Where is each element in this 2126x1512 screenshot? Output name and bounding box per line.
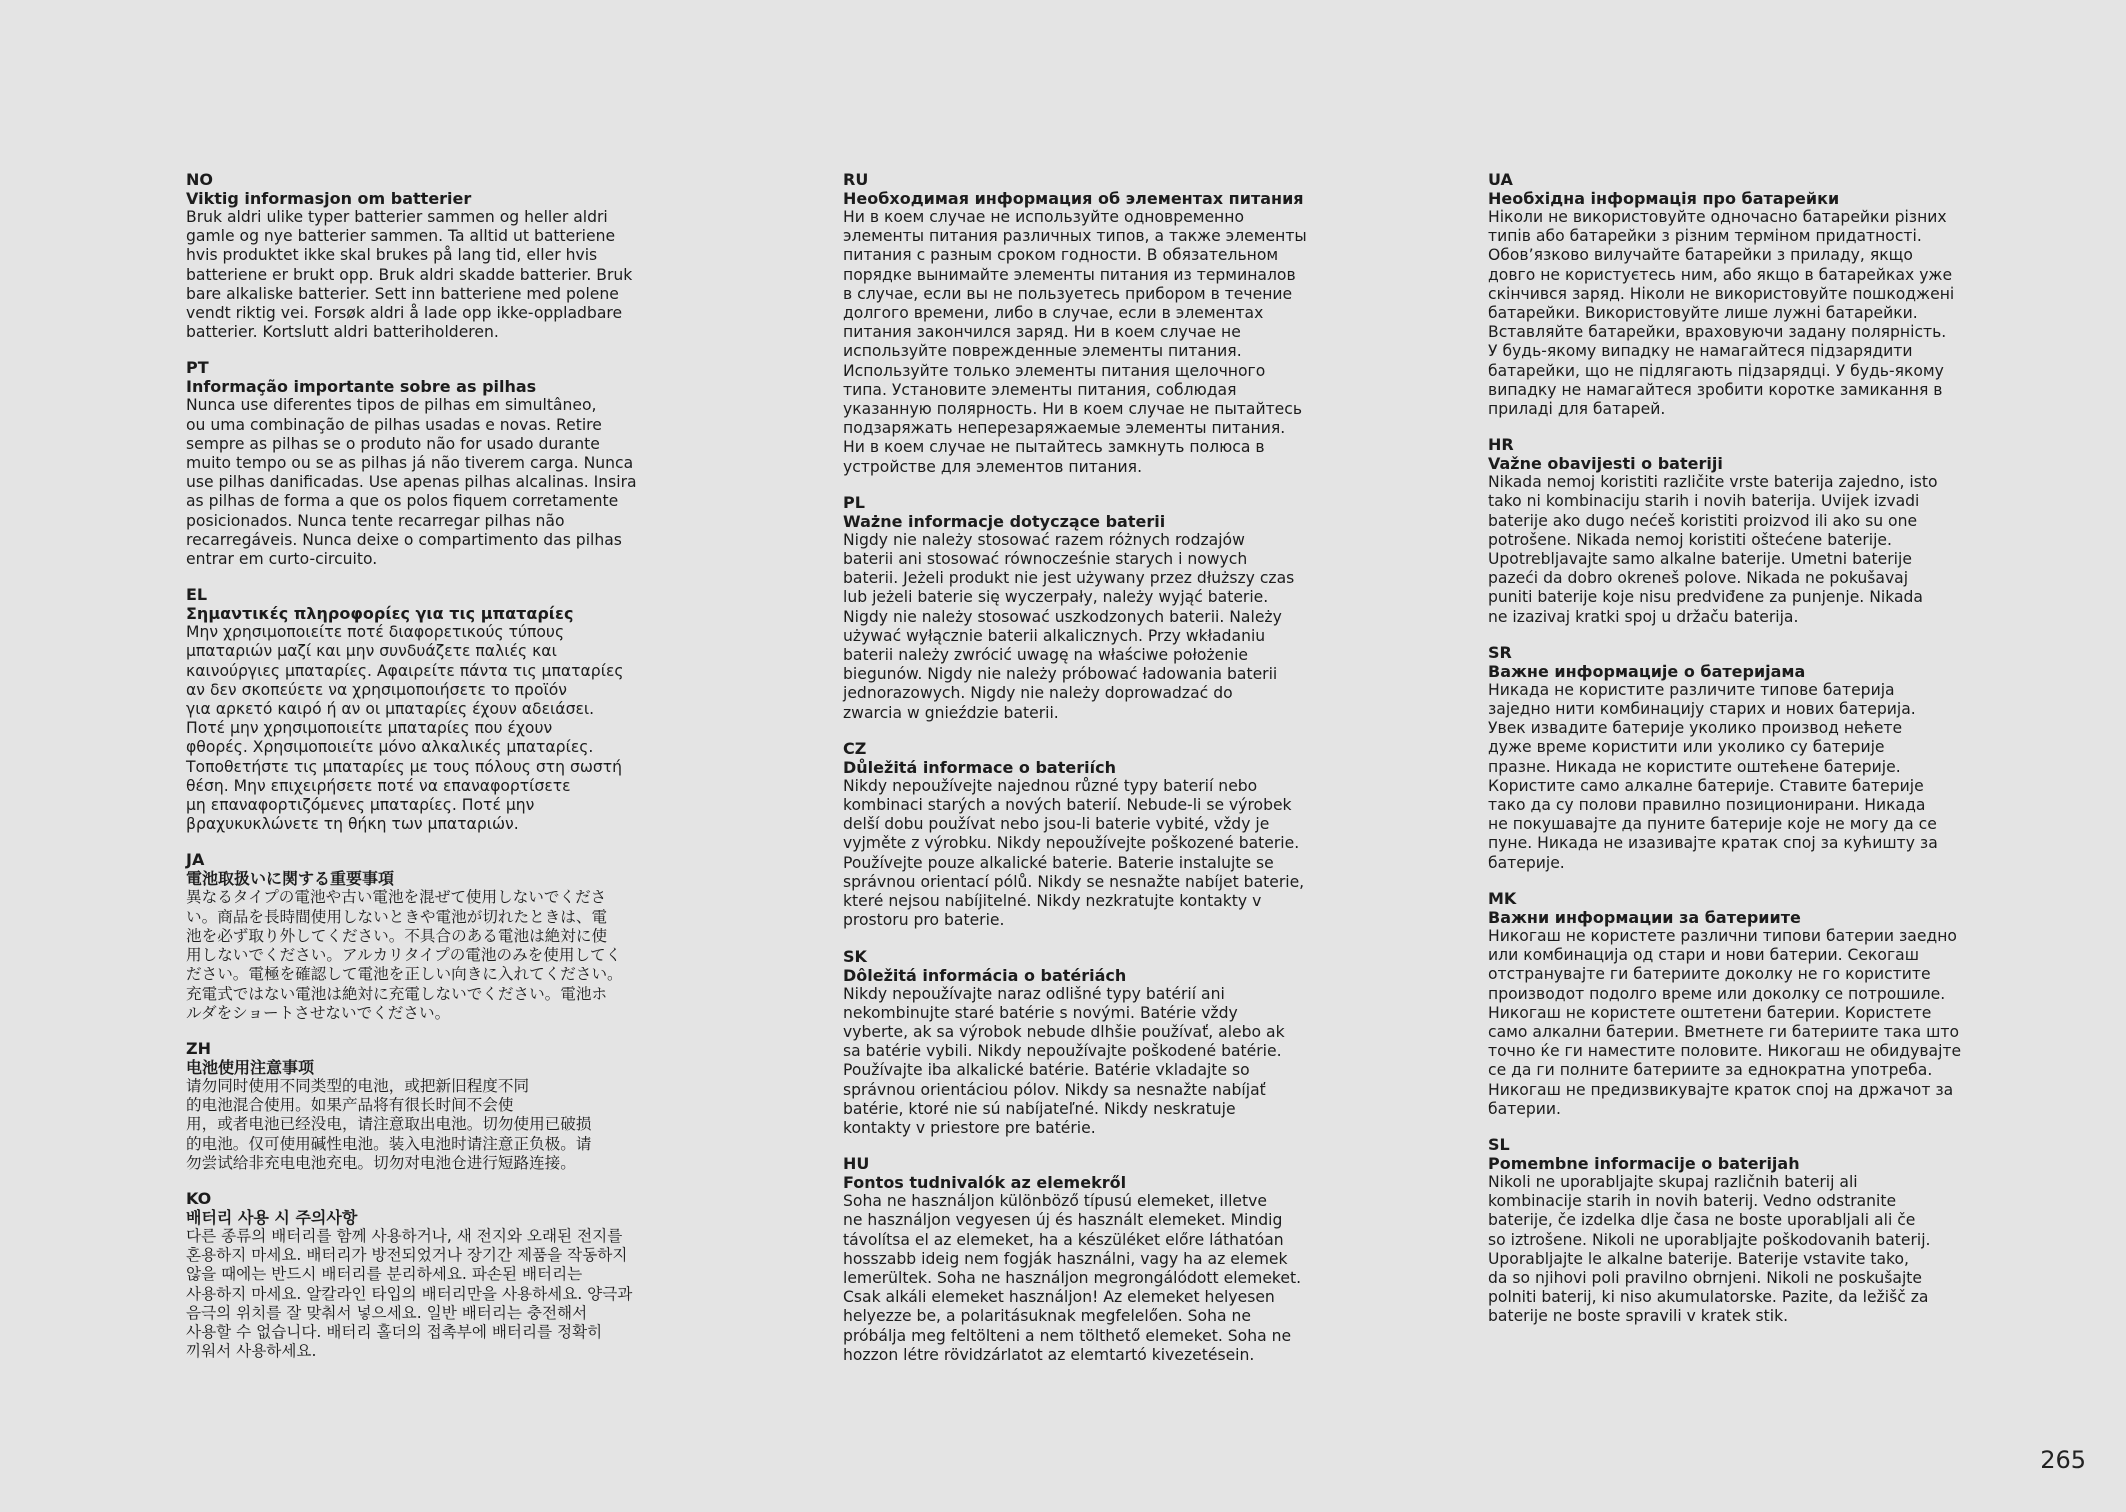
language-code: KO xyxy=(186,1188,212,1208)
section-body: 異なるタイプの電池や古い電池を混ぜて使用しないでくださ い。商品を長時間使用しないときや電池が切れたときは、電 池を必ず取り外してください。不具合のある電池は絶対に使 用しないでください。アルカリタイプの電池のみを使用してく ださい。電極を確認して電池を正しい向きに入れてください。 充電式ではない電池は絶対に充電しないでください。電池ホ ルダをショートさせないでください。 xyxy=(186,888,623,1022)
section-body: Никогаш не користете различни типови батерии заедно или комбинација од стари и нови батерии. Секогаш отстранувајте ги батериите доколку не го користите производот подолго време или доколку се потрошиле. Никогаш не користете оштетени батерии. Користете само алкални батерии. Вметнете ги батериите така што точно ќе ги наместите половите. Никогаш не обидувајте се да ги полните батериите за еднократна употреба. Никогаш не предизвикувајте краток спој на држачот за батерии. xyxy=(1488,926,1962,1118)
section-title: Необходимая информация об элементах питания xyxy=(843,189,1304,208)
section-pl xyxy=(843,493,1323,723)
section-el xyxy=(186,585,666,834)
language-code: MK xyxy=(1488,888,1517,908)
section-body: Nikada nemoj koristiti različite vrste baterija zajedno, isto tako ni kombinaciju starih i novih baterija. Uvijek izvadi baterije ako dugo nećeš koristiti proizvod ili ako su one potrošene. Nikada nemoj koristiti oštećene baterije. Upotrebljavajte samo alkalne baterije. Umetni baterije pazeći da dobro okreneš polove. Nikada ne pokušavaj puniti baterije koje nisu predviđene za punjenje. Nikada ne izazivaj kratki spoj u držaču baterija. xyxy=(1488,473,1938,626)
column-1 xyxy=(186,170,666,1377)
section-title: Důležitá informace o bateriích xyxy=(843,757,1116,777)
section-body: Μην χρησιμοποιείτε ποτέ διαφορετικούς τύπους μπαταριών μαζί και μην συνδυάζετε παλιές και καινούργιες μπαταρίες. Αφαιρείτε πάντα τις μπαταρίες αν δεν σκοπεύετε να χρησιμοποιήσετε το προϊόν για αρκετό καιρό ή αν οι μπαταρίες έχουν αδειάσει. Ποτέ μην χρησιμοποιείτε μπαταρίες που έχουν φθορές. Χρησιμοποιείτε μόνο αλκαλικές μπαταρίες. Τοποθετήστε τις μπαταρίες με τους πόλους στη σωστή θέση. Μην επιχειρήσετε ποτέ να επαναφορτίσετε μη επαναφορτιζόμενες μπαταρίες. Ποτέ μην βραχυκυκλώνετε τη θήκη των μπαταριών. xyxy=(186,623,624,834)
section-mk xyxy=(1488,889,1968,1119)
section-title: 电池使用注意事项 xyxy=(186,1057,315,1077)
section-body: Bruk aldri ulike typer batterier sammen og heller aldri gamle og nye batterier sammen. Ta alltid ut batteriene hvis produktet ikke skal brukes på lang tid, eller hvis batteriene er brukt opp. Bruk aldri skadde batterier. Bruk bare alkaliske batterier. Sett inn batteriene med polene vendt riktig vei. Forsøk aldri å lade opp ikke-oppladbare batterier. Kortslutt aldri batteriholderen. xyxy=(186,208,633,342)
section-ru xyxy=(843,170,1323,477)
section-cz xyxy=(843,739,1323,931)
language-code: PT xyxy=(186,358,209,378)
section-title: Σημαντικές πληροφορίες για τις μπαταρίες xyxy=(186,604,574,624)
language-code: HU xyxy=(843,1154,870,1174)
section-body: Ніколи не використовуйте одночасно батарейки різних типів або батарейки з різним терміном придатності. Обов’язково вилучайте батарейки з приладу, якщо довго не користуєтесь ним, або якщо в батарейках уже скінчився заряд. Ніколи не використовуйте пошкоджені батарейки. Використовуйте лише лужні батарейки. Вставляйте батарейки, враховуючи задану полярність. У будь-якому випадку не намагайтеся підзарядити батарейки, що не підлягають підзарядці. У будь-якому випадку не намагайтеся зробити коротке замикання в приладі для батарей. xyxy=(1488,208,1955,419)
section-body: 다른 종류의 배터리를 함께 사용하거나, 새 전지와 오래된 전지를 혼용하지 마세요. 배터리가 방전되었거나 장기간 제품을 작동하지 않을 때에는 반드시 배터리를 분리하세요. 파손된 배터리는 사용하지 마세요. 알칼라인 타입의 배터리만을 사용하세요. 양극과 음극의 위치를 잘 맞춰서 넣으세요. 일반 배터리는 충전해서 사용할 수 없습니다. 배터리 홀더의 접촉부에 배터리를 정확히 끼워서 사용하세요. xyxy=(186,1226,633,1361)
section-title: Ważne informacje dotyczące baterii xyxy=(843,511,1166,531)
language-code: UA xyxy=(1488,170,1513,189)
section-body: Ни в коем случае не используйте одновременно элементы питания различных типов, а также элементы питания с разным сроком годности. В обязательном порядке вынимайте элементы питания из терминалов в случае, если вы не пользуетесь прибором в течение долгого времени, либо в случае, если в элементах питания закончился заряд. Ни в коем случае не используйте поврежденные элементы питания. Используйте только элементы питания щелочного типа. Установите элементы питания, соблюдая указанную полярность. Ни в коем случае не пытайтесь подзаряжать неперезаряжаемые элементы питания. Ни в коем случае не пытайтесь замкнуть полюса в устройстве для элементов питания. xyxy=(843,208,1307,476)
section-body: Никада не користите различите типове батерија заједно нити комбинацију старих и нових батерија. Увек извадите батерије уколико производ нећете дуже време користити или уколико су батерије празне. Никада не користите оштећене батерије. Користите само алкалне батерије. Ставите батерије тако да су полови правилно позиционирани. Никада не покушавајте да пуните батерије које не могу да се пуне. Никада не изазивајте кратак спој за кућишту за батерије. xyxy=(1488,680,1938,872)
language-code: SK xyxy=(843,946,867,966)
page-number: 265 xyxy=(2040,1446,2086,1474)
section-sk xyxy=(843,947,1323,1139)
section-zh xyxy=(186,1039,666,1173)
section-title: 배터리 사용 시 주의사항 xyxy=(186,1207,358,1227)
section-body: Nunca use diferentes tipos de pilhas em simultâneo, ou uma combinação de pilhas usadas e novas. Retire sempre as pilhas se o produto não for usado durante muito tempo ou se as pilhas já não tiverem carga. Nunca use pilhas danificadas. Use apenas pilhas alcalinas. Insira as pilhas de forma a que os polos fiquem corretamente posicionados. Nunca tente recarregar pilhas não recarregáveis. Nunca deixe o compartimento das pilhas entrar em curto-circuito. xyxy=(186,396,637,569)
language-code: SR xyxy=(1488,642,1512,662)
section-title: Важне информације о батеријама xyxy=(1488,661,1806,681)
language-code: NO xyxy=(186,170,213,189)
section-body: Soha ne használjon különböző típusú elemeket, illetve ne használjon vegyesen új és használt elemeket. Mindig távolítsa el az elemeket, ha a készüléket előre láthatóan hosszabb ideig nem fogják használni, vagy ha az elemek lemerültek. Soha ne használjon megrongálódott elemeket. Csak alkáli elemeket használjon! Az elemeket helyesen helyezze be, a polaritásuknak megfelelően. Soha ne próbálja meg feltölteni a nem tölthető elemeket. Soha ne hozzon létre rövidzárlatot az elemtartó kivezetésein. xyxy=(843,1192,1302,1364)
language-code: SL xyxy=(1488,1134,1510,1154)
section-title: Важни информации за батериите xyxy=(1488,907,1801,927)
section-body: Nikdy nepoužívejte najednou různé typy baterií nebo kombinaci starých a nových baterií. Nebude-li se výrobek delší dobu používat nebo jsou-li baterie vybité, vždy je vyjměte z výrobku. Nikdy nepoužívejte poškozené baterie. Používejte pouze alkalické baterie. Baterie instalujte se správnou orientací pólů. Nikdy se nesnažte nabíjet baterie, které nejsou nabíjitelné. Nikdy nezkratujte kontakty v prostoru pro baterie. xyxy=(843,776,1305,930)
section-body: 请勿同时使用不同类型的电池，或把新旧程度不同 的电池混合使用。如果产品将有很长时间不会使 用，或者电池已经没电，请注意取出电池。切勿使用已破损 的电池。仅可使用碱性电池。装入电池时请注意正负极。请 勿尝试给非充电电池充电。切勿对电池仓进行短路连接。 xyxy=(186,1076,592,1172)
section-body: Nikoli ne uporabljajte skupaj različnih baterij ali kombinacije starih in novih baterij. Vedno odstranite baterije, če izdelka dlje časa ne boste uporabljali ali če so iztrošene. Nikoli ne uporabljajte poškodovanih baterij. Uporabljajte le alkalne baterije. Baterije vstavite tako, da so njihovi poli pravilno obrnjeni. Nikoli ne poskušajte polniti baterij, ki niso akumulatorske. Pazite, da ležišč za baterije ne boste spravili v kratek stik. xyxy=(1488,1172,1931,1326)
section-title: Pomembne informacije o baterijah xyxy=(1488,1153,1800,1173)
section-no xyxy=(186,170,666,342)
section-title: Viktig informasjon om batterier xyxy=(186,189,472,208)
section-hu xyxy=(843,1154,1323,1365)
language-code: CZ xyxy=(843,738,867,758)
language-code: RU xyxy=(843,170,869,189)
section-hr xyxy=(1488,435,1968,627)
section-title: Informação importante sobre as pilhas xyxy=(186,377,537,397)
section-pt xyxy=(186,358,666,569)
section-body: Nigdy nie należy stosować razem różnych rodzajów baterii ani stosować równocześnie starych i nowych baterii. Jeżeli produkt nie jest używany przez dłuższy czas lub jeżeli baterie się wyczerpały, należy wyjąć baterie. Nigdy nie należy stosować uszkodzonych baterii. Należy używać wyłącznie baterii alkalicznych. Przy wkładaniu baterii należy zwrócić uwagę na właściwe położenie biegunów. Nigdy nie należy próbować ładowania baterii jednorazowych. Nigdy nie należy doprowadzać do zwarcia w gnieździe baterii. xyxy=(843,530,1295,722)
section-ko xyxy=(186,1189,666,1361)
language-code: PL xyxy=(843,492,865,512)
column-2 xyxy=(843,170,1323,1381)
language-code: JA xyxy=(186,850,205,870)
language-code: ZH xyxy=(186,1038,211,1058)
section-body: Nikdy nepoužívajte naraz odlišné typy batérií ani nekombinujte staré batérie s novými. Batérie vždy vyberte, ak sa výrobok nebude dlhšie používať, alebo ak sa batérie vybili. Nikdy nepoužívajte poškodené batérie. Používajte iba alkalické batérie. Batérie vkladajte so správnou orientáciou pólov. Nikdy sa nesnažte nabíjať batérie, ktoré nie sú nabíjateľné. Nikdy neskratuje kontakty v priestore pre batérie. xyxy=(843,984,1285,1137)
section-title: Važne obavijesti o bateriji xyxy=(1488,454,1723,474)
section-title: Dôležitá informácia o batériách xyxy=(843,965,1127,985)
section-title: Fontos tudnivalók az elemekről xyxy=(843,1173,1127,1193)
section-title: 電池取扱いに関する重要事項 xyxy=(186,869,395,889)
section-ja xyxy=(186,850,666,1022)
section-sl xyxy=(1488,1135,1968,1327)
section-ua xyxy=(1488,170,1968,419)
section-title: Необхідна інформація про батарейки xyxy=(1488,189,1840,208)
section-sr xyxy=(1488,643,1968,873)
language-code: HR xyxy=(1488,435,1514,455)
language-code: EL xyxy=(186,585,208,605)
column-3 xyxy=(1488,170,1968,1343)
